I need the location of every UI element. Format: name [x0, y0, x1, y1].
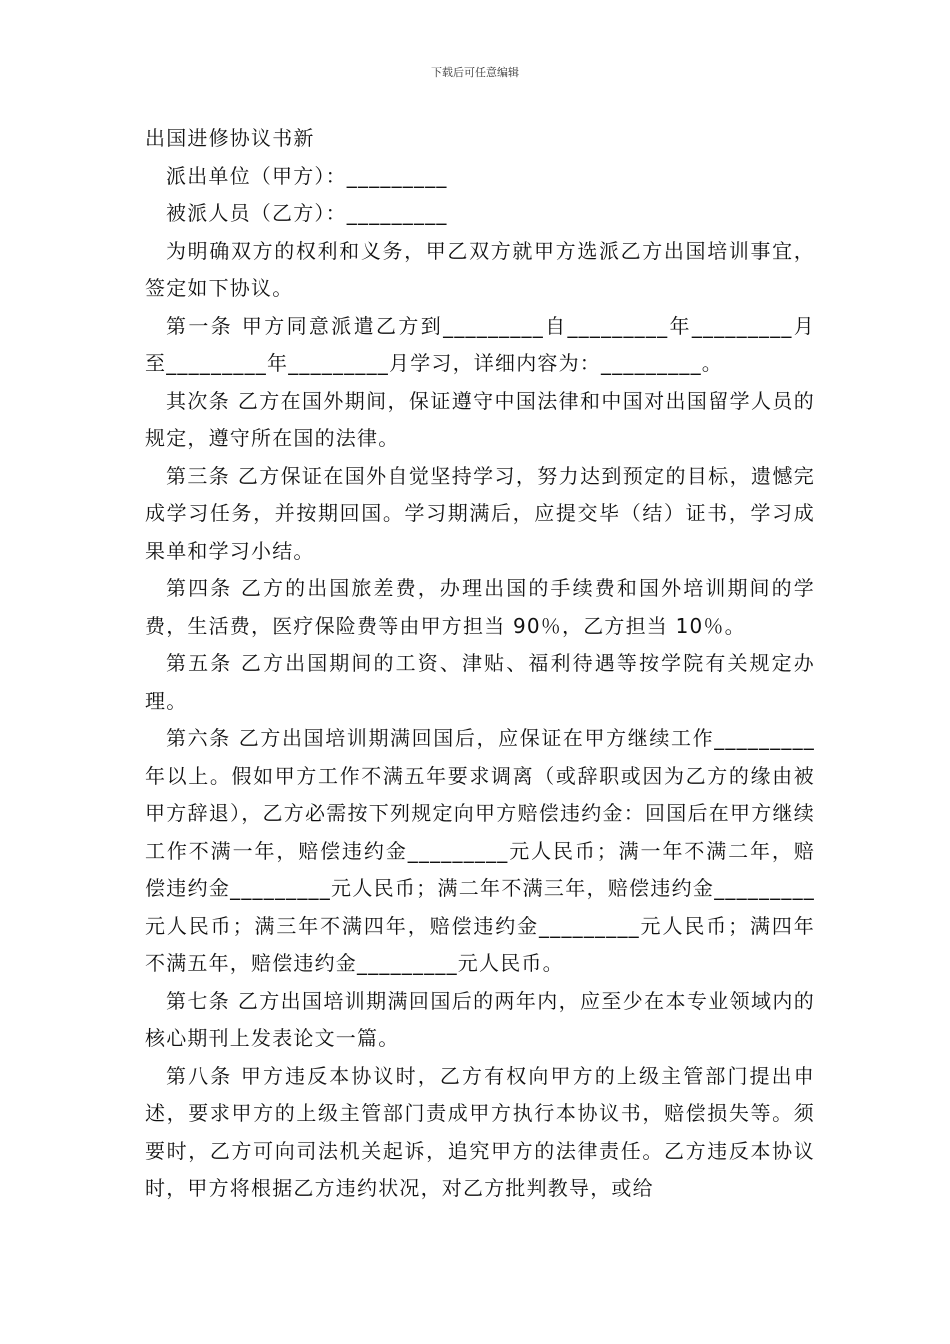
party-a-line: 派出单位（甲方）：_________	[166, 163, 448, 188]
paragraph-article-7: 第七条 乙方出国培训期满回国后的两年内，应至少在本专业领域内的核心期刊上发表论文一篇。	[145, 988, 815, 1050]
header-note: 下载后可任意编辑	[431, 66, 519, 79]
party-b-line: 被派人员（乙方）：_________	[166, 201, 448, 225]
paragraph-article-5: 第五条 乙方出国期间的工资、津贴、福利待遇等按学院有关规定办理。	[145, 651, 815, 713]
paragraph-article-6: 第六条 乙方出国培训期满回国后，应保证在甲方继续工作_________年以上。假如甲方工作不满五年要求调离（或辞职或因为乙方的缘由被甲方辞退），乙方必需按下列规定向甲方赔偿违约金：回国后在甲方继续工作不满一年，赔偿违约金_________元人民币；满一年不满二年，赔偿违约金_________元人民币；满二年不满三年，赔偿违约金_________元人民币；满三年不满四年，赔偿违约金_________元人民币；满四年不满五年，赔偿违约金_________元人民币。	[145, 726, 815, 975]
paragraph-article-3: 第三条 乙方保证在国外自觉坚持学习，努力达到预定的目标，遗憾完成学习任务，并按期回国。学习期满后，应提交毕（结）证书，学习成果单和学习小结。	[145, 463, 815, 563]
paragraph-article-1: 第一条 甲方同意派遣乙方到_________自_________年_________月至_________年_________月学习，详细内容为：_________。	[145, 313, 815, 375]
paragraph-article-4: 第四条 乙方的出国旅差费，办理出国的手续费和国外培训期间的学费，生活费，医疗保险费等由甲方担当 90％，乙方担当 10％。	[145, 576, 815, 638]
paragraph-article-2: 其次条 乙方在国外期间，保证遵守中国法律和中国对出国留学人员的规定，遵守所在国的法律。	[145, 388, 815, 450]
document-body	[145, 120, 815, 1208]
document-title: 出国进修协议书新	[145, 126, 315, 150]
paragraph-article-8: 第八条 甲方违反本协议时，乙方有权向甲方的上级主管部门提出申述，要求甲方的上级主管部门责成甲方执行本协议书，赔偿损失等。须要时，乙方可向司法机关起诉，追究甲方的法律责任。乙方违反本协议时，甲方将根据乙方违约状况，对乙方批判教导，或给	[145, 1063, 815, 1200]
paragraph-preamble: 为明确双方的权利和义务，甲乙双方就甲方选派乙方出国培训事宜，签定如下协议。	[145, 238, 815, 300]
